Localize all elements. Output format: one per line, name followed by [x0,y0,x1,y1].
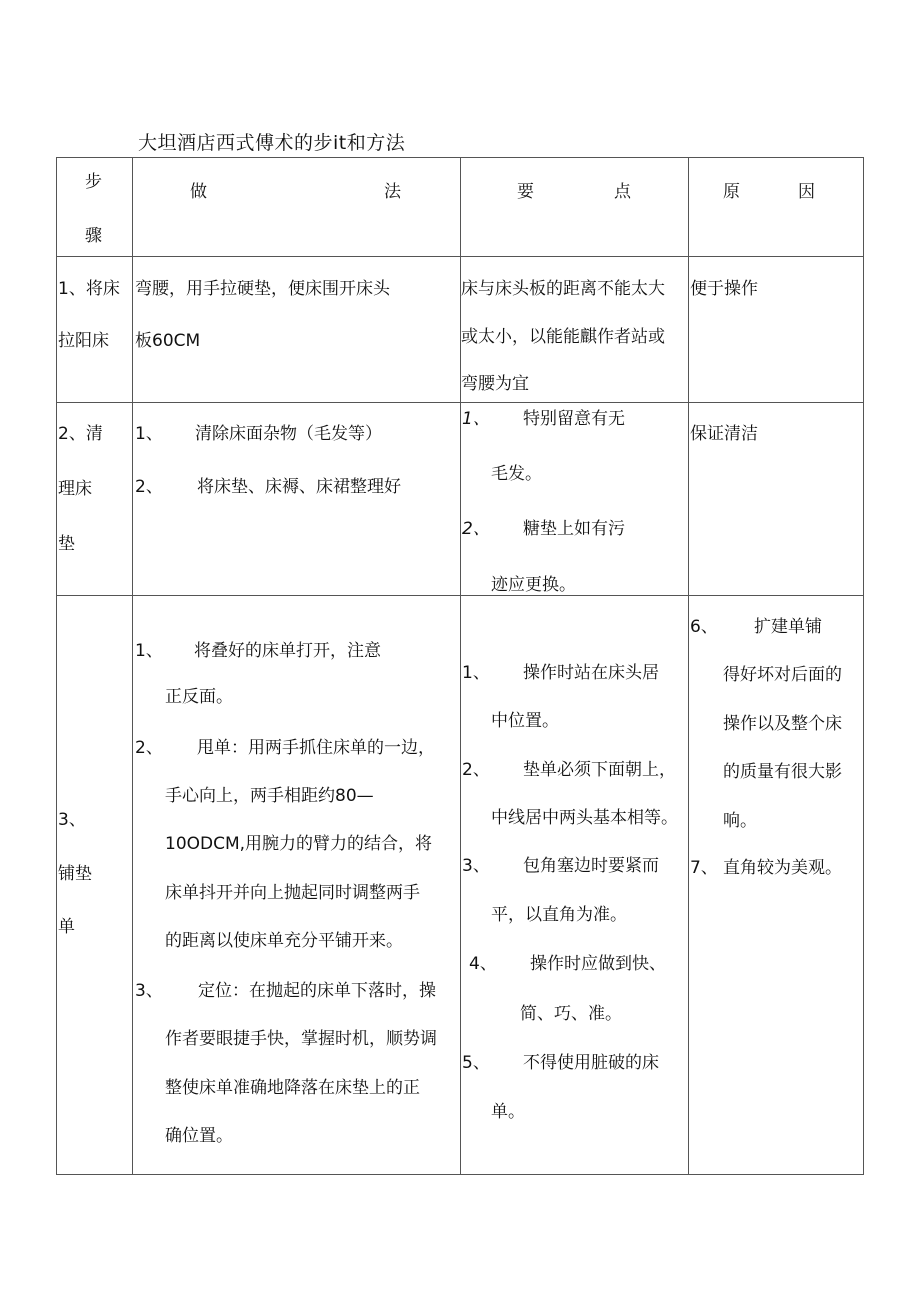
header-method-2: 法 [384,182,401,202]
step-label: 理床 [58,479,92,499]
method-item-text: 床单抖开并向上抛起同时调整两手 [165,883,420,903]
points-item-text: 不得使用脏破的床 [523,1053,659,1073]
header-step-1: 步 [85,172,102,192]
points-item-number: 1、 [462,409,490,429]
step-label: 铺垫 [58,864,92,884]
points-item-text: 毛发。 [491,464,542,484]
method-item-text: 正反面。 [165,687,233,707]
step-label: 拉阳床 [58,331,109,351]
step-label: 单 [58,917,75,937]
points-item-text: 中线居中两头基本相等。 [491,808,678,828]
header-step-2: 骤 [85,226,102,246]
step-label: 2、清 [58,424,103,444]
method-item-text: 作者要眼捷手快，掌握时机，顺势调 [165,1029,437,1049]
document-title: 大坦酒店西式傅术的步it和方法 [138,132,406,154]
method-item-text: 10ODCM,用腕力的臂力的结合，将 [165,834,433,854]
points-item-text: 中位置。 [491,711,559,731]
header-points-2: 点 [614,182,631,202]
method-item-text: 定位：在抛起的床单下落时，操 [198,981,436,1001]
points-text: 弯腰为宜 [461,374,529,394]
header-reason-1: 原 [723,182,740,202]
method-text: 弯腰，用手拉硬垫，便床围开床头 [135,279,390,299]
method-item-number: 2、 [135,738,163,758]
header-method-1: 做 [190,182,207,202]
points-item-number: 3、 [462,856,490,876]
reason-item-text: 扩建单铺 [754,617,822,637]
method-item-text: 将床垫、床褥、床裙整理好 [197,477,401,497]
method-item-text: 清除床面杂物（毛发等） [195,424,382,444]
reason-item-text: 操作以及整个床 [723,714,842,734]
points-item-number: 4、 [469,954,497,974]
step-label: 3、 [58,810,86,830]
points-item-text: 垫单必须下面朝上， [523,760,676,780]
method-item-text: 手心向上，两手相距约80— [165,786,374,806]
reason-item-text: 的质量有很大影 [723,762,842,782]
points-item-number: 1、 [462,663,490,683]
method-item-text: 的距离以使床单充分平铺开来。 [165,931,403,951]
method-item-text: 整使床单准确地降落在床垫上的正 [165,1078,420,1098]
method-item-number: 3、 [135,981,163,1001]
method-item-number: 1、 [135,424,163,444]
method-item-text: 确位置。 [165,1126,233,1146]
points-item-text: 单。 [491,1102,525,1122]
points-item-text: 操作时应做到快、 [530,954,666,974]
method-item-text: 甩单：用两手抓住床单的一边， [197,738,435,758]
points-item-number: 5、 [462,1053,490,1073]
method-item-number: 1、 [135,641,163,661]
points-item-text: 平，以直角为准。 [491,905,627,925]
points-item-text: 糖垫上如有污 [523,519,625,539]
reason-item-text: 得好坏对后面的 [723,665,842,685]
method-text: 板60CM [135,331,201,351]
reason-text: 便于操作 [690,279,758,299]
points-item-text: 包角塞边时要紧而 [523,856,659,876]
points-text: 或太小，以能能麒作者站或 [461,327,665,347]
step-label: 1、将床 [58,279,120,299]
points-text: 床与床头板的距离不能太大 [461,279,665,299]
points-item-number: 2、 [462,519,490,539]
points-item-text: 操作时站在床头居 [523,663,659,683]
header-points-1: 要 [517,182,534,202]
method-item-text: 将叠好的床单打开，注意 [194,641,381,661]
points-item-text: 特别留意有无 [523,409,625,429]
method-item-number: 2、 [135,477,163,497]
reason-text: 保证清洁 [690,424,758,444]
header-reason-2: 因 [798,182,815,202]
reason-item-number: 6、 [690,617,718,637]
points-item-number: 2、 [462,760,490,780]
points-item-text: 简、巧、准。 [520,1004,622,1024]
reason-item-number: 7、 [690,858,718,878]
step-label: 垫 [58,534,75,554]
reason-item-text: 直角较为美观。 [723,858,842,878]
reason-item-text: 响。 [723,811,757,831]
points-item-text: 迹应更换。 [491,575,576,595]
